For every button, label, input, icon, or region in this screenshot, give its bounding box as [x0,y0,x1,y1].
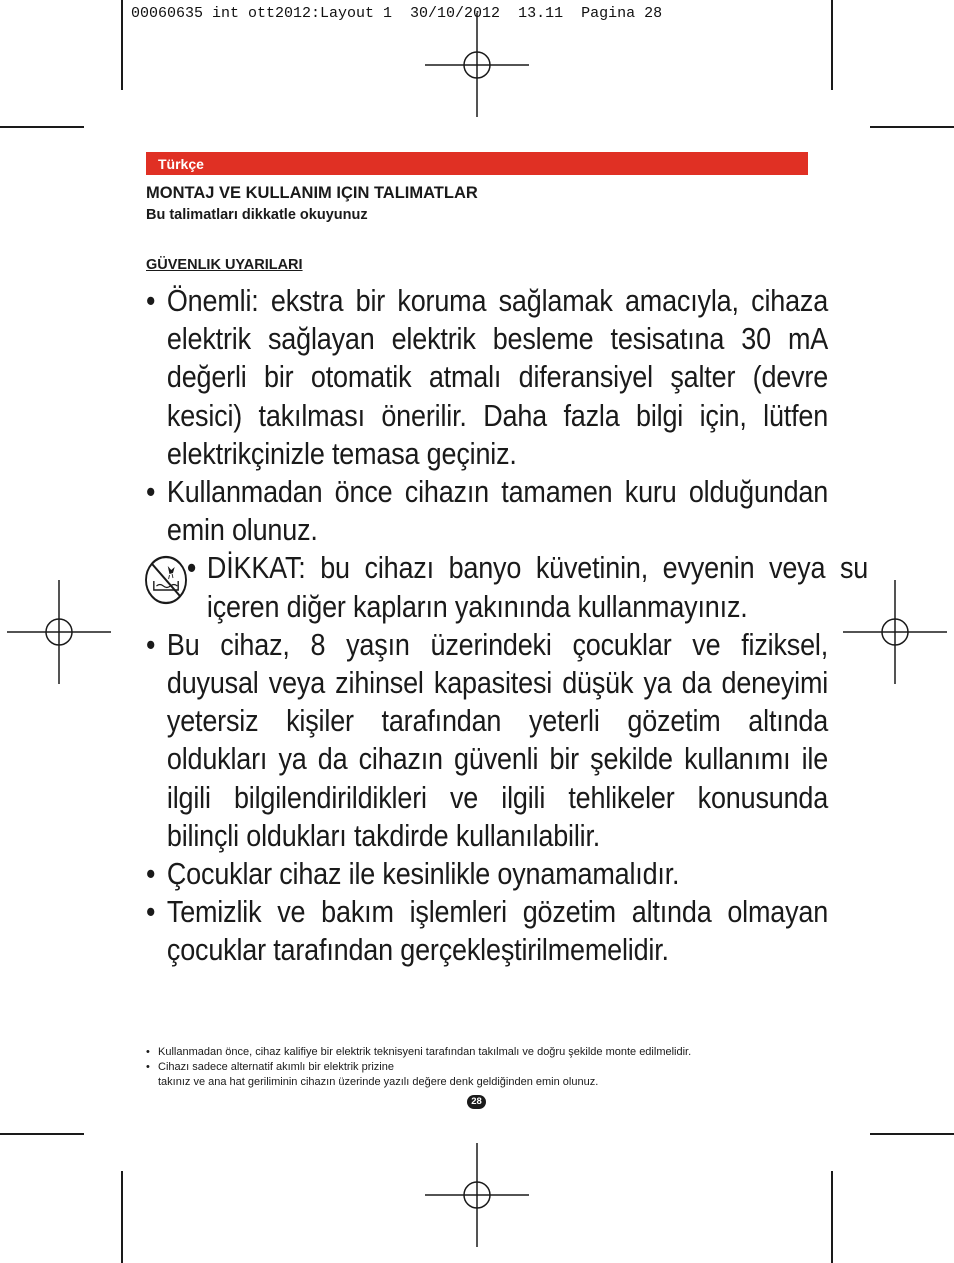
footnote-text: takınız ve ana hat geriliminin cihazın üzerinde yazılı değere denk geldiğinden emin olunuz. [158,1076,599,1088]
crop-mark [0,1133,84,1135]
footnote-text: Kullanmadan önce, cihaz kalifiye bir elektrik teknisyeni tarafından takılmalı ve doğru şekilde monte edilmelidir. [158,1046,692,1058]
list-item [146,893,828,969]
language-label: Türkçe [158,156,204,172]
footnotes-list [146,1045,808,1090]
list-item [146,855,828,893]
list-item [146,549,868,625]
section-heading: GÜVENLIK UYARILARI [146,257,303,273]
crop-mark [831,0,833,90]
registration-mark-icon [425,13,529,117]
registration-mark-icon [7,580,111,684]
bullet-marker: • [146,894,156,930]
document-subtitle: Bu talimatları dikkatle okuyunuz [146,207,368,223]
list-item [146,282,828,473]
safety-warnings-list [146,282,869,970]
crop-mark [870,1133,954,1135]
bullet-marker: • [146,1061,150,1073]
bullet-text: DİKKAT: bu cihazı banyo küvetinin, evyenin veya su içeren diğer kapların yakınında kullanmayınız. [206,550,869,624]
list-item [146,1060,808,1075]
crop-mark [121,0,123,90]
bullet-marker: • [146,856,156,892]
bullet-text: Önemli: ekstra bir koruma sağlamak amacıyla, cihaza elektrik sağlayan elektrik besleme tesisatına 30 mA değerli bir otomatik atmalı diferansiyel şalter (devre kesici) takılması önerilir. Daha fazla bilgi için, lütfen elektrikçinizle temasa geçiniz. [166,283,829,471]
bullet-marker: • [186,550,197,586]
registration-mark-icon [425,1143,529,1247]
bullet-marker: • [146,283,156,318]
bullet-text: Bu cihaz, 8 yaşın üzerindeki çocuklar ve fiziksel, duyusal veya zihinsel kapasitesi düşük ya da deneyimi yetersiz kişiler tarafından yeterli gözetim altında oldukları ya da cihazın güvenli bir şekilde kullanımı ile ilgili bilgilendirildikleri ve ilgili tehlikeler konusunda bilinçli oldukları takdirde kullanılabilir. [166,626,829,853]
list-item [146,473,828,549]
crop-mark [870,126,954,128]
crop-mark [831,1171,833,1263]
crop-mark [121,1171,123,1263]
list-item [146,1045,808,1060]
bullet-text: Çocuklar cihaz ile kesinlikle oynamamalıdır. [166,856,680,892]
bullet-text: Kullanmadan önce cihazın tamamen kuru olduğundan emin olunuz. [166,474,829,548]
page-number-badge: 28 [467,1095,486,1109]
bullet-marker: • [146,1046,150,1058]
language-bar [146,152,808,175]
crop-mark [0,126,84,128]
bullet-marker: • [146,626,156,662]
document-title: MONTAJ VE KULLANIM IÇIN TALIMATLAR [146,184,478,202]
list-item [146,1075,808,1090]
bullet-marker: • [146,474,156,510]
list-item [146,626,828,855]
no-bathtub-icon [144,555,188,605]
bullet-text: Temizlik ve bakım işlemleri gözetim altında olmayan çocuklar tarafından gerçekleştirilmemelidir. [166,894,829,968]
footnote-text: Cihazı sadece alternatif akımlı bir elektrik prizine [158,1061,394,1073]
print-info-line: 00060635 int ott2012:Layout 1 30/10/2012 13.11 Pagina 28 [131,5,663,22]
